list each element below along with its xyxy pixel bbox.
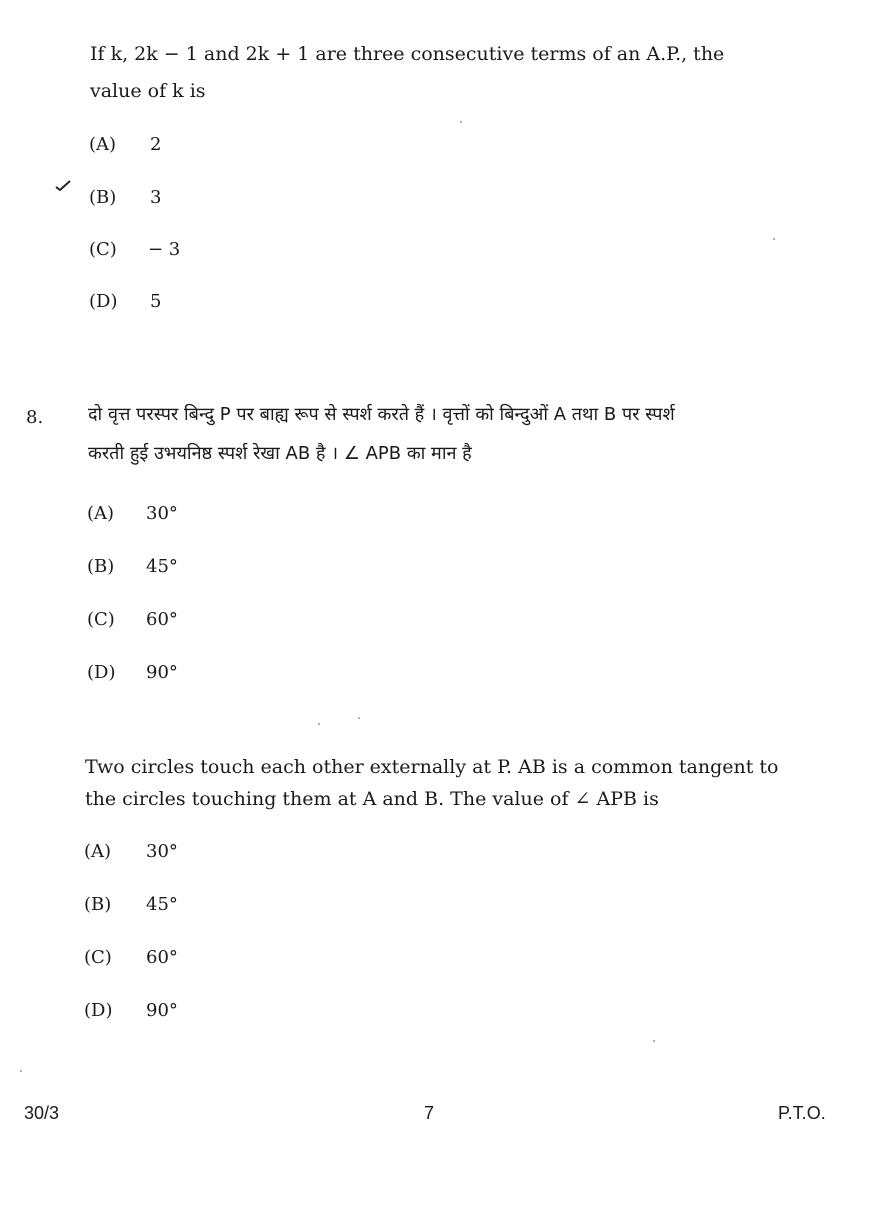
q7-option-d-letter: (D) (89, 291, 118, 312)
q7-option-a-letter: (A) (89, 134, 117, 155)
q8-english-option-b-letter: (B) (84, 894, 112, 915)
q8-english-option-c-value: 60° (146, 947, 178, 968)
q8-english-line1: Two circles touch each other externally at P. AB is a common tangent to (85, 756, 779, 778)
q8-hindi-option-d-value: 90° (146, 662, 178, 683)
scan-speck (20, 1070, 22, 1072)
q8-english-option-a-value: 30° (146, 841, 178, 862)
q8-hindi-option-d-letter: (D) (87, 662, 116, 683)
tick-mark-icon (55, 180, 71, 192)
q7-option-b-letter: (B) (89, 187, 117, 208)
q8-english-option-d-letter: (D) (84, 1000, 113, 1021)
scan-speck (318, 723, 320, 725)
q8-hindi-option-c-value: 60° (146, 609, 178, 630)
q8-hindi-option-c-letter: (C) (87, 609, 115, 630)
q7-option-b-value: 3 (150, 187, 162, 208)
q8-english-line2: the circles touching them at A and B. The value of ∠ APB is (85, 788, 659, 810)
q8-hindi-option-b-value: 45° (146, 556, 178, 577)
q8-english-option-c-letter: (C) (84, 947, 112, 968)
q7-option-a-value: 2 (150, 134, 162, 155)
q8-english-option-d-value: 90° (146, 1000, 178, 1021)
q8-hindi-option-b-letter: (B) (87, 556, 115, 577)
q8-hindi-option-a-letter: (A) (87, 503, 115, 524)
q7-option-c-value: − 3 (148, 239, 181, 260)
scan-speck (653, 1040, 655, 1042)
scan-speck (773, 238, 775, 240)
q8-english-option-a-letter: (A) (84, 841, 112, 862)
q7-option-d-value: 5 (150, 291, 162, 312)
page-number: 7 (424, 1103, 435, 1123)
scan-speck (358, 717, 360, 719)
q7-option-c-letter: (C) (89, 239, 117, 260)
paper-code: 30/3 (24, 1103, 60, 1123)
scan-speck (460, 121, 462, 123)
q7-text-line1: If k, 2k − 1 and 2k + 1 are three consecutive terms of an A.P., the (90, 43, 725, 65)
q8-number: 8. (26, 407, 44, 428)
pto-label: P.T.O. (778, 1103, 826, 1123)
q7-text-line2: value of k is (90, 80, 206, 102)
q8-hindi-line1: दो वृत्त परस्पर बिन्दु P पर बाह्य रूप से स्पर्श करते हैं । वृत्तों को बिन्दुओं A तथा B पर स्पर्श (88, 404, 675, 425)
q8-hindi-option-a-value: 30° (146, 503, 178, 524)
q8-english-option-b-value: 45° (146, 894, 178, 915)
q8-hindi-line2: करती हुई उभयनिष्ठ स्पर्श रेखा AB है । ∠ APB का मान है (88, 443, 472, 464)
